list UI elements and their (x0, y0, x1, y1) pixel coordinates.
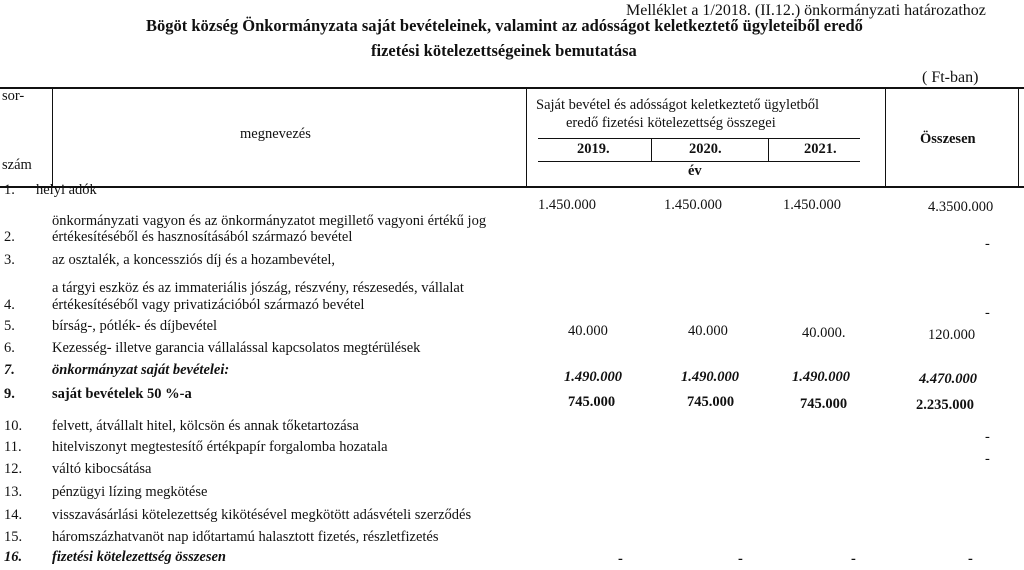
row-label: hitelviszonyt megtestesítő értékpapír forgalomba hozatala (52, 439, 388, 455)
value-total: 120.000 (928, 327, 976, 343)
value-2020: 1.450.000 (664, 197, 722, 213)
year-2020: 2020. (689, 141, 722, 157)
row-label-line2: értékesítéséből vagy privatizációból származó bevétel (52, 297, 365, 313)
value-2020: 40.000 (688, 323, 728, 339)
col-header-sorszam-bottom: szám (2, 157, 32, 173)
annex-reference: Melléklet a 1/2018. (II.12.) önkormányzati határozathoz (626, 2, 986, 19)
value-2021: 745.000 (800, 396, 848, 412)
row-label: pénzügyi lízing megkötése (52, 484, 208, 500)
row-label: Kezesség- illetve garancia vállalással kapcsolatos megtérülések (52, 340, 421, 356)
row-number: 9. (4, 386, 15, 402)
col-header-sorszam-top: sor- (2, 88, 25, 104)
value-2021: 1.450.000 (783, 197, 841, 213)
row-label-line1: önkormányzati vagyon és az önkormányzatot megillető vagyoni értékű jog (52, 213, 487, 229)
table-right-border (1018, 88, 1019, 187)
value-total: 2.235.000 (916, 397, 974, 413)
row-number: 14. (4, 507, 23, 523)
year-2019: 2019. (577, 141, 610, 157)
row-label: az osztalék, a koncessziós díj és a hozambevétel, (52, 252, 336, 268)
value-2021: 40.000. (802, 325, 846, 341)
table-top-border (0, 87, 1024, 89)
row-number: 3. (4, 252, 15, 268)
col-divider-num (52, 88, 53, 187)
value-2019: 40.000 (568, 323, 608, 339)
row-label: fizetési kötelezettség összesen (52, 549, 226, 565)
value-2020: 1.490.000 (681, 369, 739, 385)
row-label-line1: a tárgyi eszköz és az immateriális jószág, részvény, részesedés, vállalat (52, 280, 464, 296)
row-label: önkormányzat saját bevételei: (52, 362, 230, 378)
document-title-line2: fizetési kötelezettségeinek bemutatása (371, 41, 637, 60)
year-2021: 2021. (804, 141, 837, 157)
col-header-megnevezes: megnevezés (240, 126, 311, 142)
col-header-ev: év (688, 163, 702, 179)
col-header-group-line2: eredő fizetési kötelezettség összegei (566, 115, 776, 131)
value-total: 4.3500.000 (928, 199, 994, 215)
row-number: 13. (4, 484, 23, 500)
col-header-osszesen: Összesen (920, 131, 976, 147)
value-total: 4.470.000 (919, 371, 977, 387)
row-number: 11. (4, 439, 22, 455)
value-total: - (985, 451, 990, 467)
value-2019: 1.450.000 (538, 197, 596, 213)
col-header-group-line1: Saját bevétel és adósságot keletkeztető ügyletből (536, 97, 820, 113)
col-divider-group (885, 88, 886, 187)
value-total: - (985, 305, 990, 321)
currency-unit: ( Ft-ban) (922, 69, 979, 86)
row-label: háromszázhatvanöt nap időtartamú halasztott fizetés, részletfizetés (52, 529, 439, 545)
row-number: 16. (4, 549, 23, 565)
row-number: 1. (4, 182, 15, 198)
row-label-line2: értékesítéséből és hasznosításából származó bevétel (52, 229, 353, 245)
row-number: 10. (4, 418, 23, 434)
year-divider-2 (768, 138, 769, 161)
value-2019: - (618, 551, 623, 567)
row-label: váltó kibocsátása (52, 461, 152, 477)
document-title-line1: Bögöt község Önkormányzata saját bevételeinek, valamint az adósságot keletkeztető ügyleteiből eredő (146, 16, 863, 35)
row-number: 2. (4, 229, 15, 245)
value-total: - (985, 429, 990, 445)
value-2021: 1.490.000 (792, 369, 850, 385)
years-top-border (538, 138, 860, 139)
value-2019: 1.490.000 (564, 369, 622, 385)
header-bottom-border (0, 186, 1024, 188)
value-2021: - (851, 551, 856, 567)
col-divider-name (526, 88, 527, 187)
row-number: 15. (4, 529, 23, 545)
value-2020: 745.000 (687, 394, 735, 410)
value-2019: 745.000 (568, 394, 616, 410)
row-label: felvett, átvállalt hitel, kölcsön és annak tőketartozása (52, 418, 359, 434)
years-bottom-border (538, 161, 860, 162)
row-number: 4. (4, 297, 15, 313)
row-number: 6. (4, 340, 15, 356)
year-divider-1 (651, 138, 652, 161)
row-label: saját bevételek 50 %-a (52, 386, 192, 402)
row-number: 12. (4, 461, 23, 477)
value-total: - (985, 236, 990, 252)
row-label: helyi adók (36, 182, 97, 198)
value-2020: - (738, 551, 743, 567)
row-number: 5. (4, 318, 15, 334)
row-label: visszavásárlási kötelezettség kikötésével megkötött adásvételi szerződés (52, 507, 472, 523)
row-label: bírság-, pótlék- és díjbevétel (52, 318, 218, 334)
row-number: 7. (4, 362, 15, 378)
value-total: - (968, 551, 973, 567)
